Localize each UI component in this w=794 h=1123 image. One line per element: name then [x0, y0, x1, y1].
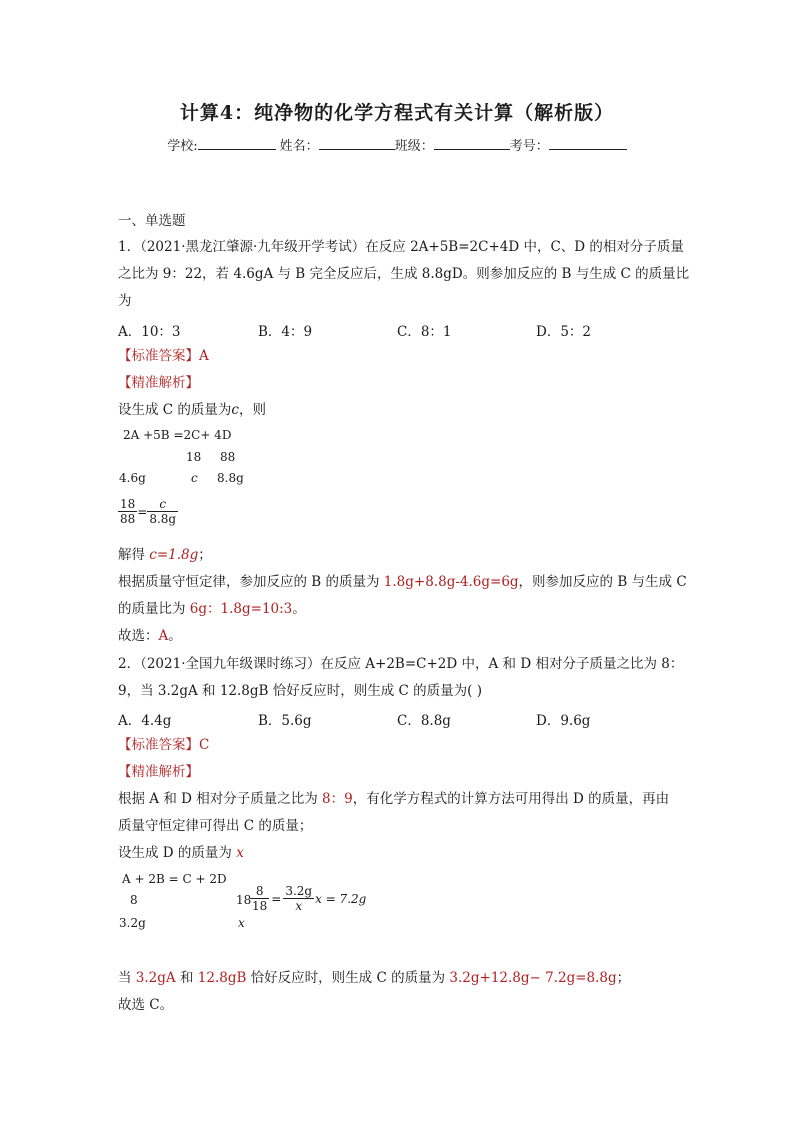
q2-frac-right-den: x	[295, 899, 303, 913]
q2-set-line	[118, 843, 244, 863]
q1-equation-row2-b: 88	[220, 450, 236, 464]
q2-res-g: ；	[616, 970, 631, 986]
q1-frac-left-num: 18	[120, 497, 136, 511]
q2-stem-line2: 9，当 3.2gA 和 12.8gB 恰好反应时，则生成 C 的质量为( )	[118, 683, 482, 699]
q2-res-d: 12.8gB	[197, 970, 247, 986]
school-blank[interactable]	[198, 137, 276, 150]
q1-equation-row3-b: c	[191, 471, 198, 485]
q1-answer-value: A	[199, 348, 209, 364]
q1-solve-end: ；	[198, 547, 212, 563]
q1-set-line	[118, 400, 266, 420]
q2-an1-c: ，有化学方程式的计算方法可用得出 D 的质量，再由	[352, 791, 670, 807]
q1-law2-b: 6g：1.8g=10:3	[189, 601, 293, 617]
q1-analysis-label: 【精准解析】	[118, 375, 199, 391]
q1-answer-label: 【标准答案】	[118, 348, 199, 364]
q1-choose-b: A	[158, 628, 169, 644]
q1-frac-right-den: 8.8g	[149, 512, 177, 526]
q2-choose-line: 故选 C。	[118, 997, 174, 1013]
q2-equation-row2-b: 18	[236, 893, 252, 907]
q1-law2-c: 。	[292, 601, 306, 617]
q1-solve-label: 解得	[118, 547, 150, 563]
q2-frac-right-num: 3.2g	[285, 884, 313, 898]
q2-frac-left-den: 18	[252, 899, 268, 913]
q1-law-line2	[118, 599, 306, 619]
q1-equation-row1: 2A +5B =2C+ 4D	[123, 428, 232, 442]
q2-answer-label: 【标准答案】	[118, 737, 199, 753]
q1-frac-left-den: 88	[120, 512, 136, 526]
q1-stem-line1: 1．（2021·黑龙江肇源·九年级开学考试）在反应 2A+5B=2C+4D 中，C、D 的相对分子质量	[118, 239, 684, 255]
q2-res-b: 3.2gA	[135, 970, 176, 986]
q2-set-text: 设生成 D 的质量为	[118, 845, 237, 861]
name-blank[interactable]	[319, 137, 395, 150]
q1-option-c: C．8：1	[397, 324, 452, 340]
q1-set-end: ，则	[238, 402, 266, 418]
q2-stem-line1: 2．（2021·全国九年级课时练习）在反应 A+2B=C+2D 中，A 和 D 相对分子质量之比为 8：	[118, 656, 684, 672]
q1-solve-value: c=1.8g	[149, 547, 199, 563]
q1-option-b: B．4：9	[258, 324, 313, 340]
q1-choose-c: 。	[168, 628, 182, 644]
q2-analysis-line1	[118, 789, 669, 809]
class-blank[interactable]	[434, 137, 510, 150]
q2-equation-row3-b: x	[238, 916, 245, 930]
number-blank[interactable]	[549, 137, 627, 150]
q1-equation-row3-a: 4.6g	[119, 471, 146, 485]
q1-law1-c: ，则参加反应的 B 与生成 C	[518, 574, 687, 590]
q1-law-line1	[118, 572, 687, 592]
name-label: 姓名：	[279, 139, 319, 154]
q2-res-a: 当	[118, 970, 136, 986]
q1-fraction-right	[147, 497, 178, 526]
q1-proportion	[118, 497, 178, 526]
q1-set-var: c	[231, 402, 239, 418]
q2-set-var: x	[236, 845, 244, 861]
q2-option-b: B．5.6g	[258, 713, 312, 729]
q1-option-a: A．10：3	[118, 324, 181, 340]
school-label: 学校:	[167, 139, 198, 154]
q2-answer-value: C	[199, 737, 210, 753]
q2-analysis-line2: 质量守恒定律可得出 C 的质量；	[118, 818, 313, 834]
q2-result-line	[118, 968, 630, 988]
q1-fraction-left	[118, 497, 137, 526]
q1-answer	[118, 346, 209, 366]
q1-eq-sign: =	[137, 505, 148, 519]
q2-fraction-left	[250, 884, 269, 913]
q1-solve-line	[118, 545, 212, 565]
section-heading: 一、单选题	[118, 213, 186, 229]
student-info-line	[0, 135, 794, 154]
q2-eq-tail: x = 7.2g	[315, 892, 367, 906]
number-label: 考号：	[509, 139, 549, 154]
q2-fraction-right	[283, 884, 314, 913]
q2-analysis-label: 【精准解析】	[118, 764, 199, 780]
q1-choose-a: 故选：	[118, 628, 159, 644]
q1-frac-right-num: c	[147, 497, 178, 512]
q1-equation-row2-a: 18	[186, 450, 202, 464]
q2-res-e: 恰好反应时，则生成 C 的质量为	[246, 970, 450, 986]
page-title: 计算4：纯净物的化学方程式有关计算（解析版）	[179, 102, 615, 124]
q2-equation-row3-a: 3.2g	[119, 916, 146, 930]
q1-option-d: D．5：2	[536, 324, 592, 340]
q1-stem-line2: 之比为 9：22，若 4.6gA 与 B 完全反应后，生成 8.8gD。则参加反应的 B 与生成 C 的质量比	[118, 266, 690, 282]
q2-frac-left-num: 8	[250, 884, 269, 899]
q2-proportion: $\frac{8}{18}$ = $\frac{3.2g}{x}$ x = 7.2g	[252, 884, 367, 913]
q1-equation-row3-c: 8.8g	[217, 471, 244, 485]
q1-choose-line	[118, 626, 182, 646]
q2-res-c: 和	[175, 970, 198, 986]
q1-set-text: 设生成 C 的质量为	[118, 402, 232, 418]
q2-equation-row1: A + 2B = C + 2D	[122, 872, 227, 886]
q2-res-f: 3.2g+12.8g− 7.2g=8.8g	[449, 970, 617, 986]
q2-option-a: A．4.4g	[118, 713, 172, 729]
q1-law1-b: 1.8g+8.8g-4.6g=6g	[383, 574, 519, 590]
q2-answer	[118, 735, 209, 755]
class-label: 班级：	[394, 139, 434, 154]
q2-equation-row2-a: 8	[130, 893, 138, 907]
q2-an1-a: 根据 A 和 D 相对分子质量之比为	[118, 791, 323, 807]
q1-law1-a: 根据质量守恒定律，参加反应的 B 的质量为	[118, 574, 384, 590]
q1-stem-line3: 为	[118, 293, 132, 309]
q2-an1-b: 8：9	[322, 791, 353, 807]
q1-law2-a: 的质量比为	[118, 601, 190, 617]
q2-option-d: D．9.6g	[536, 713, 591, 729]
q2-option-c: C．8.8g	[397, 713, 451, 729]
